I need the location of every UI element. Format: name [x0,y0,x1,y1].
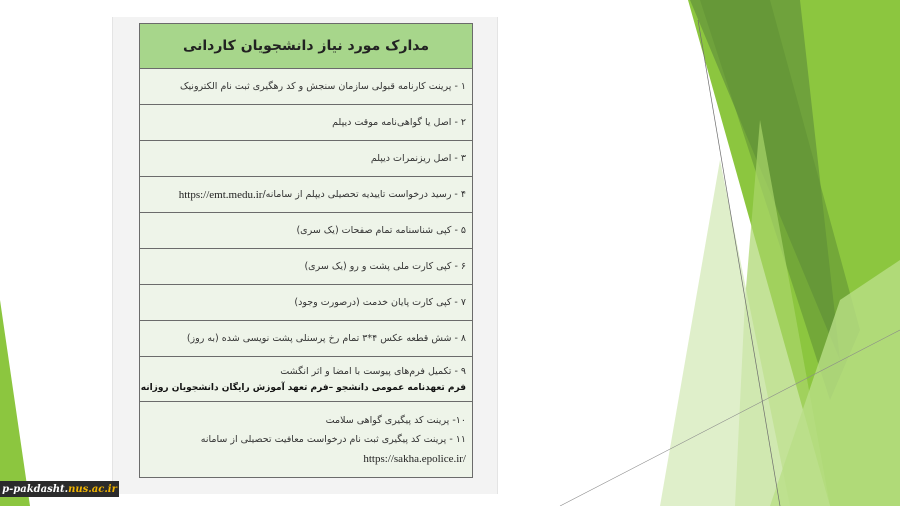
requirements-table [139,23,473,478]
table-row: ۱۰- پرینت کد پیگیری گواهی سلامت ۱۱ - پرینت کد پیگیری ثبت نام درخواست معافیت تحصیلی از سامانه https://sakha.epolice.ir/ [200,414,466,465]
table-row: ۴ - رسید درخواست تاییدیه تحصیلی دیپلم از سامانه/ https://emt.medu.ir [140,177,472,213]
table-row: ۳ - اصل ریزنمرات دیپلم [140,141,472,177]
table-row: ۸ - شش قطعه عکس ۴*۳ تمام رخ پرسنلی پشت نویسی شده (به روز) [140,321,472,357]
link-emt[interactable]: https://emt.medu.ir [178,188,263,201]
table-row: ۶ - کپی کارت ملی پشت و رو (یک سری) [140,249,472,285]
forms-note: فرم تعهدنامه عمومی دانشجو –فرم تعهد آموزش رایگان دانشجویان روزانه [140,382,466,393]
link-sakha[interactable]: https://sakha.epolice.ir/ [363,452,466,465]
table-row: ۹ - تکمیل فرم‌های پیوست با امضا و اثر انگشت فرم تعهدنامه عمومی دانشجو –فرم تعهد آموزش رایگان دانشجویان روزانه [140,357,472,402]
table-row: ۲ - اصل یا گواهی‌نامه موقت دیپلم [140,105,472,141]
table-title: مدارک مورد نیاز دانشجویان کاردانی [140,24,472,69]
table-row: ۷ - کپی کارت پایان خدمت (درصورت وجود) [140,285,472,321]
site-watermark: p-pakdasht. nus.ac.ir [0,481,119,497]
table-row: ۵ - کپی شناسنامه تمام صفحات (یک سری) [140,213,472,249]
table-row: ۱ - پرینت کارنامه قبولی سازمان سنجش و کد رهگیری ثبت نام الکترونیک [140,69,472,105]
